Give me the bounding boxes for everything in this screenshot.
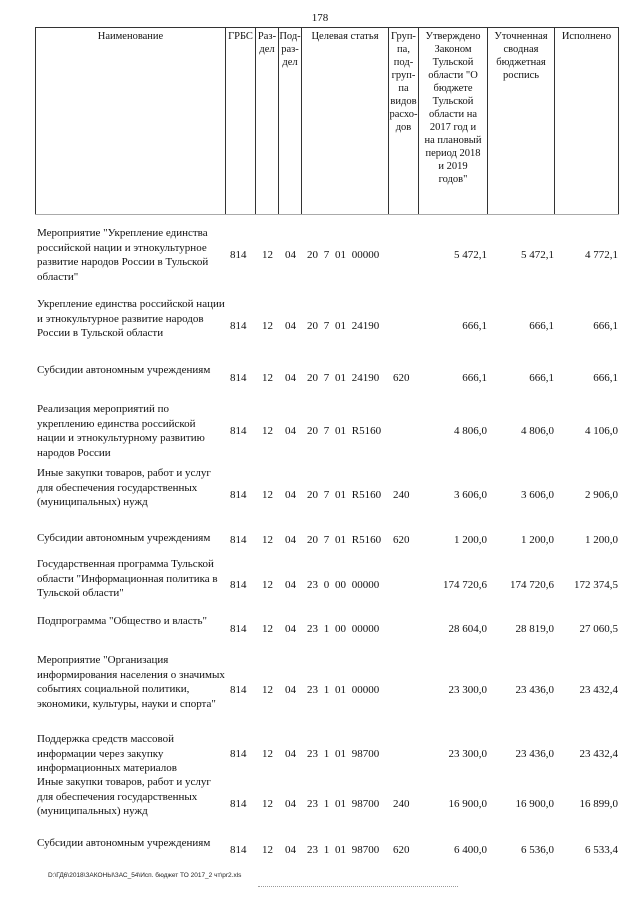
row-name: Подпрограмма "Общество и власть" xyxy=(37,615,207,627)
cell-executed: 4 106,0 xyxy=(585,425,618,437)
row-name: Субсидии автономным учреждениям xyxy=(37,364,211,376)
header-updated xyxy=(488,28,555,214)
cell-executed: 16 899,0 xyxy=(579,798,618,810)
cell-gr: 620 xyxy=(393,372,410,384)
cell-approved: 16 900,0 xyxy=(448,798,487,810)
cell-cs: 23 1 01 98700 xyxy=(307,798,380,810)
row-name: Укрепление единства российской нации и этнокультурное развитие народов России в Тульской области xyxy=(37,298,225,339)
cell-approved: 1 200,0 xyxy=(454,534,487,546)
cell-gr: 240 xyxy=(393,798,410,810)
cell-updated: 6 536,0 xyxy=(521,844,554,856)
cell-grbs: 814 xyxy=(230,684,247,696)
cell-cs: 23 1 01 98700 xyxy=(307,748,380,760)
row-name: Иные закупки товаров, работ и услуг для обеспечения государственных (муниципальных) нужд xyxy=(37,776,211,817)
cell-grbs: 814 xyxy=(230,320,247,332)
cell-approved: 666,1 xyxy=(462,372,487,384)
cell-rz: 12 xyxy=(262,684,273,696)
row-name: Государственная программа Тульской области "Информационная политика в Тульской области" xyxy=(37,558,218,599)
cell-cs: 20 7 01 R5160 xyxy=(307,489,382,501)
cell-gr: 240 xyxy=(393,489,410,501)
cell-pr: 04 xyxy=(285,579,296,591)
page-number: 178 xyxy=(311,12,329,24)
cell-rz: 12 xyxy=(262,844,273,856)
cell-updated: 23 436,0 xyxy=(515,684,554,696)
cell-updated: 16 900,0 xyxy=(515,798,554,810)
cell-grbs: 814 xyxy=(230,579,247,591)
cell-updated: 174 720,6 xyxy=(510,579,554,591)
cell-grbs: 814 xyxy=(230,372,247,384)
cell-executed: 6 533,4 xyxy=(585,844,618,856)
header-gruppa-text: Груп- па, под- груп- па видов расхо- дов xyxy=(389,31,418,133)
header-name-text: Наименование xyxy=(97,31,164,42)
header-podrazdel-text: Под- раз- дел xyxy=(279,31,301,68)
cell-grbs: 814 xyxy=(230,798,247,810)
cell-approved: 28 604,0 xyxy=(448,623,487,635)
row-name: Мероприятие "Организация информирования населения о значимых событиях социальной политики, экономики, культуры, науки и спорта" xyxy=(37,654,225,710)
cell-approved: 23 300,0 xyxy=(448,684,487,696)
cell-cs: 20 7 01 24190 xyxy=(307,320,380,332)
cell-cs: 23 1 01 98700 xyxy=(307,844,380,856)
cell-updated: 666,1 xyxy=(529,372,554,384)
cell-rz: 12 xyxy=(262,798,273,810)
cell-updated: 5 472,1 xyxy=(521,249,554,261)
cell-executed: 4 772,1 xyxy=(585,249,618,261)
cell-rz: 12 xyxy=(262,249,273,261)
cell-cs: 20 7 01 R5160 xyxy=(307,534,382,546)
cell-pr: 04 xyxy=(285,798,296,810)
cell-grbs: 814 xyxy=(230,748,247,760)
cell-cs: 20 7 01 00000 xyxy=(307,249,380,261)
cell-cs: 23 1 01 00000 xyxy=(307,684,380,696)
cell-pr: 04 xyxy=(285,684,296,696)
header-approved-text: Утверждено Законом Тульской области "О бюджете Тульской области на 2017 год и на плановый период 2018 и 2019 годов" xyxy=(424,31,482,185)
header-podrazdel xyxy=(279,28,302,214)
header-name xyxy=(35,28,226,214)
cell-rz: 12 xyxy=(262,425,273,437)
cell-rz: 12 xyxy=(262,748,273,760)
header-updated-text: Уточненная сводная бюджетная роспись xyxy=(494,31,548,81)
header-executed-text: Исполнено xyxy=(561,31,612,42)
cell-grbs: 814 xyxy=(230,844,247,856)
cell-grbs: 814 xyxy=(230,489,247,501)
footer-file-path: D:\ГД6\2018\ЗАКОНЫ\ЗАС_54\Исп. бюджет ТО 2017_2 чт\pr2.xls xyxy=(48,872,242,879)
cell-pr: 04 xyxy=(285,372,296,384)
header-razdel xyxy=(256,28,279,214)
cell-updated: 23 436,0 xyxy=(515,748,554,760)
cell-gr: 620 xyxy=(393,844,410,856)
cell-rz: 12 xyxy=(262,534,273,546)
cell-pr: 04 xyxy=(285,249,296,261)
header-grbs xyxy=(226,28,256,214)
row-name: Реализация мероприятий по укреплению единства российской нации и этнокультурному развитию народов России xyxy=(37,403,205,459)
row-name: Поддержка средств массовой информации через закупку информационных материалов xyxy=(37,733,177,774)
cell-cs: 20 7 01 24190 xyxy=(307,372,380,384)
scan-noise-line xyxy=(258,886,458,889)
header-razdel-text: Раз- дел xyxy=(257,31,277,55)
cell-approved: 666,1 xyxy=(462,320,487,332)
cell-cs: 23 0 00 00000 xyxy=(307,579,380,591)
cell-cs: 20 7 01 R5160 xyxy=(307,425,382,437)
cell-updated: 28 819,0 xyxy=(515,623,554,635)
cell-approved: 5 472,1 xyxy=(454,249,487,261)
cell-approved: 6 400,0 xyxy=(454,844,487,856)
cell-executed: 27 060,5 xyxy=(579,623,618,635)
cell-approved: 4 806,0 xyxy=(454,425,487,437)
cell-pr: 04 xyxy=(285,844,296,856)
cell-pr: 04 xyxy=(285,748,296,760)
header-gruppa xyxy=(389,28,419,214)
header-bottom-rule xyxy=(35,214,619,215)
cell-updated: 1 200,0 xyxy=(521,534,554,546)
cell-executed: 23 432,4 xyxy=(579,748,618,760)
cell-grbs: 814 xyxy=(230,249,247,261)
row-name: Субсидии автономным учреждениям xyxy=(37,837,211,849)
row-name: Иные закупки товаров, работ и услуг для обеспечения государственных (муниципальных) нужд xyxy=(37,467,211,508)
cell-rz: 12 xyxy=(262,579,273,591)
row-name: Субсидии автономным учреждениям xyxy=(37,532,211,544)
header-executed xyxy=(555,28,619,214)
cell-grbs: 814 xyxy=(230,425,247,437)
cell-executed: 2 906,0 xyxy=(585,489,618,501)
cell-executed: 666,1 xyxy=(593,372,618,384)
cell-updated: 3 606,0 xyxy=(521,489,554,501)
cell-rz: 12 xyxy=(262,489,273,501)
cell-executed: 23 432,4 xyxy=(579,684,618,696)
cell-rz: 12 xyxy=(262,320,273,332)
cell-gr: 620 xyxy=(393,534,410,546)
cell-pr: 04 xyxy=(285,489,296,501)
header-cs-text: Целевая статья xyxy=(311,31,379,42)
cell-executed: 666,1 xyxy=(593,320,618,332)
cell-updated: 666,1 xyxy=(529,320,554,332)
cell-grbs: 814 xyxy=(230,534,247,546)
cell-pr: 04 xyxy=(285,320,296,332)
cell-executed: 1 200,0 xyxy=(585,534,618,546)
cell-pr: 04 xyxy=(285,623,296,635)
cell-rz: 12 xyxy=(262,372,273,384)
cell-updated: 4 806,0 xyxy=(521,425,554,437)
cell-approved: 3 606,0 xyxy=(454,489,487,501)
row-name: Мероприятие "Укрепление единства российской нации и этнокультурное развитие народов России в Тульской области" xyxy=(37,227,209,283)
cell-executed: 172 374,5 xyxy=(574,579,618,591)
cell-pr: 04 xyxy=(285,534,296,546)
header-grbs-text: ГРБС xyxy=(228,31,253,42)
cell-approved: 174 720,6 xyxy=(443,579,487,591)
header-approved xyxy=(419,28,488,214)
cell-approved: 23 300,0 xyxy=(448,748,487,760)
header-cs xyxy=(302,28,389,214)
cell-rz: 12 xyxy=(262,623,273,635)
cell-cs: 23 1 00 00000 xyxy=(307,623,380,635)
cell-grbs: 814 xyxy=(230,623,247,635)
cell-pr: 04 xyxy=(285,425,296,437)
